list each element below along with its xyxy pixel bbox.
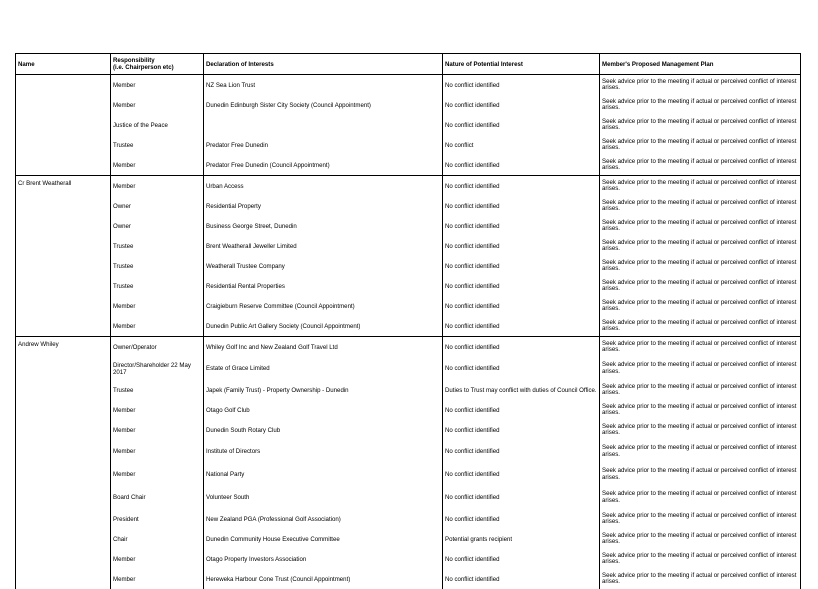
table-row <box>16 256 801 276</box>
cell-responsibility: Owner <box>111 196 204 216</box>
cell-plan: Seek advice prior to the meeting if actual or perceived conflict of interest arises. <box>600 463 801 486</box>
cell-nature: No conflict identified <box>443 115 600 135</box>
cell-plan: Seek advice prior to the meeting if actual or perceived conflict of interest arises. <box>600 486 801 509</box>
table-row <box>16 115 801 135</box>
cell-declaration: Dunedin Public Art Gallery Society (Council Appointment) <box>204 316 443 337</box>
cell-plan: Seek advice prior to the meeting if actual or perceived conflict of interest arises. <box>600 95 801 115</box>
cell-responsibility: Trustee <box>111 256 204 276</box>
header-nature: Nature of Potential Interest <box>443 54 600 75</box>
cell-plan: Seek advice prior to the meeting if actual or perceived conflict of interest arises. <box>600 196 801 216</box>
table-row <box>16 420 801 440</box>
cell-nature: No conflict <box>443 135 600 155</box>
cell-responsibility: Member <box>111 400 204 420</box>
cell-declaration: Estate of Grace Limited <box>204 357 443 380</box>
cell-name <box>16 316 111 337</box>
cell-name: Cr Brent Weatherall <box>16 176 111 197</box>
cell-plan: Seek advice prior to the meeting if actual or perceived conflict of interest arises. <box>600 276 801 296</box>
cell-name <box>16 256 111 276</box>
cell-name <box>16 296 111 316</box>
cell-declaration: Business George Street, Dunedin <box>204 216 443 236</box>
table-row <box>16 357 801 380</box>
cell-responsibility: Trustee <box>111 276 204 296</box>
table-row <box>16 196 801 216</box>
cell-nature: No conflict identified <box>443 296 600 316</box>
cell-responsibility: Member <box>111 420 204 440</box>
cell-nature: No conflict identified <box>443 256 600 276</box>
cell-plan: Seek advice prior to the meeting if actual or perceived conflict of interest arises. <box>600 357 801 380</box>
table-row <box>16 296 801 316</box>
table-row <box>16 569 801 589</box>
cell-name <box>16 529 111 549</box>
table-row <box>16 155 801 176</box>
table-row <box>16 509 801 529</box>
cell-responsibility: Member <box>111 155 204 176</box>
cell-nature: Duties to Trust may conflict with duties of Council Office. <box>443 380 600 400</box>
cell-declaration: Institute of Directors <box>204 440 443 463</box>
cell-name: Andrew Whiley <box>16 337 111 358</box>
cell-responsibility: Member <box>111 316 204 337</box>
cell-name <box>16 357 111 380</box>
cell-name <box>16 276 111 296</box>
header-plan: Member's Proposed Management Plan <box>600 54 801 75</box>
cell-responsibility: Member <box>111 440 204 463</box>
cell-declaration: Dunedin Community House Executive Committee <box>204 529 443 549</box>
cell-responsibility: Member <box>111 463 204 486</box>
cell-name <box>16 135 111 155</box>
cell-nature: Potential grants recipient <box>443 529 600 549</box>
table-header-row <box>16 54 801 75</box>
cell-nature: No conflict identified <box>443 196 600 216</box>
cell-plan: Seek advice prior to the meeting if actual or perceived conflict of interest arises. <box>600 337 801 358</box>
cell-declaration: Brent Weatherall Jeweller Limited <box>204 236 443 256</box>
table-body <box>16 75 801 589</box>
cell-declaration: Urban Access <box>204 176 443 197</box>
table-row <box>16 276 801 296</box>
cell-responsibility: Trustee <box>111 380 204 400</box>
cell-declaration: Dunedin South Rotary Club <box>204 420 443 440</box>
cell-name <box>16 549 111 569</box>
cell-declaration: Dunedin Edinburgh Sister City Society (Council Appointment) <box>204 95 443 115</box>
cell-plan: Seek advice prior to the meeting if actual or perceived conflict of interest arises. <box>600 115 801 135</box>
cell-name <box>16 155 111 176</box>
cell-nature: No conflict identified <box>443 75 600 96</box>
cell-name <box>16 196 111 216</box>
cell-declaration: Predator Free Dunedin <box>204 135 443 155</box>
cell-responsibility: Owner <box>111 216 204 236</box>
cell-plan: Seek advice prior to the meeting if actual or perceived conflict of interest arises. <box>600 529 801 549</box>
cell-nature: No conflict identified <box>443 486 600 509</box>
cell-name <box>16 115 111 135</box>
cell-nature: No conflict identified <box>443 357 600 380</box>
cell-nature: No conflict identified <box>443 176 600 197</box>
cell-name <box>16 486 111 509</box>
cell-declaration: Otago Golf Club <box>204 400 443 420</box>
cell-plan: Seek advice prior to the meeting if actual or perceived conflict of interest arises. <box>600 380 801 400</box>
header-responsibility: Responsibility (i.e. Chairperson etc) <box>111 54 204 75</box>
cell-plan: Seek advice prior to the meeting if actual or perceived conflict of interest arises. <box>600 420 801 440</box>
cell-nature: No conflict identified <box>443 569 600 589</box>
cell-nature: No conflict identified <box>443 509 600 529</box>
table-row <box>16 75 801 96</box>
cell-declaration: Predator Free Dunedin (Council Appointment) <box>204 155 443 176</box>
cell-name <box>16 463 111 486</box>
cell-name <box>16 95 111 115</box>
table-row <box>16 337 801 358</box>
cell-responsibility: Justice of the Peace <box>111 115 204 135</box>
cell-nature: No conflict identified <box>443 95 600 115</box>
cell-nature: No conflict identified <box>443 549 600 569</box>
cell-plan: Seek advice prior to the meeting if actual or perceived conflict of interest arises. <box>600 296 801 316</box>
cell-name <box>16 216 111 236</box>
cell-plan: Seek advice prior to the meeting if actual or perceived conflict of interest arises. <box>600 400 801 420</box>
cell-name <box>16 400 111 420</box>
cell-nature: No conflict identified <box>443 236 600 256</box>
table-row <box>16 95 801 115</box>
header-declaration: Declaration of Interests <box>204 54 443 75</box>
cell-nature: No conflict identified <box>443 440 600 463</box>
cell-declaration: Otago Property Investors Association <box>204 549 443 569</box>
cell-name <box>16 75 111 96</box>
cell-nature: No conflict identified <box>443 155 600 176</box>
cell-nature: No conflict identified <box>443 337 600 358</box>
cell-declaration <box>204 115 443 135</box>
cell-name <box>16 509 111 529</box>
cell-responsibility: Trustee <box>111 236 204 256</box>
cell-responsibility: Board Chair <box>111 486 204 509</box>
table-row <box>16 549 801 569</box>
cell-plan: Seek advice prior to the meeting if actual or perceived conflict of interest arises. <box>600 155 801 176</box>
cell-name <box>16 569 111 589</box>
cell-responsibility: President <box>111 509 204 529</box>
cell-plan: Seek advice prior to the meeting if actual or perceived conflict of interest arises. <box>600 256 801 276</box>
cell-declaration: Hereweka Harbour Cone Trust (Council Appointment) <box>204 569 443 589</box>
cell-declaration: Whiley Golf Inc and New Zealand Golf Travel Ltd <box>204 337 443 358</box>
table-row <box>16 176 801 197</box>
cell-name <box>16 440 111 463</box>
cell-declaration: Residential Property <box>204 196 443 216</box>
table-row <box>16 380 801 400</box>
cell-declaration: Japek (Family Trust) - Property Ownership - Dunedin <box>204 380 443 400</box>
cell-plan: Seek advice prior to the meeting if actual or perceived conflict of interest arises. <box>600 135 801 155</box>
cell-declaration: Residential Rental Properties <box>204 276 443 296</box>
cell-declaration: Weatherall Trustee Company <box>204 256 443 276</box>
cell-nature: No conflict identified <box>443 216 600 236</box>
cell-plan: Seek advice prior to the meeting if actual or perceived conflict of interest arises. <box>600 549 801 569</box>
cell-plan: Seek advice prior to the meeting if actual or perceived conflict of interest arises. <box>600 569 801 589</box>
cell-declaration: National Party <box>204 463 443 486</box>
table-row <box>16 216 801 236</box>
cell-responsibility: Member <box>111 176 204 197</box>
table-row <box>16 440 801 463</box>
cell-plan: Seek advice prior to the meeting if actual or perceived conflict of interest arises. <box>600 316 801 337</box>
cell-responsibility: Member <box>111 296 204 316</box>
table-row <box>16 316 801 337</box>
cell-plan: Seek advice prior to the meeting if actual or perceived conflict of interest arises. <box>600 75 801 96</box>
cell-declaration: NZ Sea Lion Trust <box>204 75 443 96</box>
cell-responsibility: Director/Shareholder 22 May 2017 <box>111 357 204 380</box>
header-name: Name <box>16 54 111 75</box>
table-row <box>16 529 801 549</box>
cell-responsibility: Member <box>111 549 204 569</box>
cell-plan: Seek advice prior to the meeting if actual or perceived conflict of interest arises. <box>600 216 801 236</box>
cell-responsibility: Member <box>111 75 204 96</box>
cell-plan: Seek advice prior to the meeting if actual or perceived conflict of interest arises. <box>600 509 801 529</box>
interests-register-table <box>15 53 801 589</box>
cell-responsibility: Trustee <box>111 135 204 155</box>
cell-plan: Seek advice prior to the meeting if actual or perceived conflict of interest arises. <box>600 236 801 256</box>
cell-declaration: New Zealand PGA (Professional Golf Association) <box>204 509 443 529</box>
cell-nature: No conflict identified <box>443 276 600 296</box>
cell-nature: No conflict identified <box>443 316 600 337</box>
cell-responsibility: Member <box>111 95 204 115</box>
cell-name <box>16 420 111 440</box>
cell-plan: Seek advice prior to the meeting if actual or perceived conflict of interest arises. <box>600 440 801 463</box>
table-row <box>16 486 801 509</box>
cell-name <box>16 236 111 256</box>
cell-responsibility: Member <box>111 569 204 589</box>
table-row <box>16 236 801 256</box>
cell-nature: No conflict identified <box>443 400 600 420</box>
cell-nature: No conflict identified <box>443 463 600 486</box>
cell-responsibility: Chair <box>111 529 204 549</box>
table-row <box>16 400 801 420</box>
cell-declaration: Craigieburn Reserve Committee (Council Appointment) <box>204 296 443 316</box>
cell-declaration: Volunteer South <box>204 486 443 509</box>
cell-nature: No conflict identified <box>443 420 600 440</box>
table-row <box>16 463 801 486</box>
cell-name <box>16 380 111 400</box>
cell-plan: Seek advice prior to the meeting if actual or perceived conflict of interest arises. <box>600 176 801 197</box>
table-row <box>16 135 801 155</box>
cell-responsibility: Owner/Operator <box>111 337 204 358</box>
